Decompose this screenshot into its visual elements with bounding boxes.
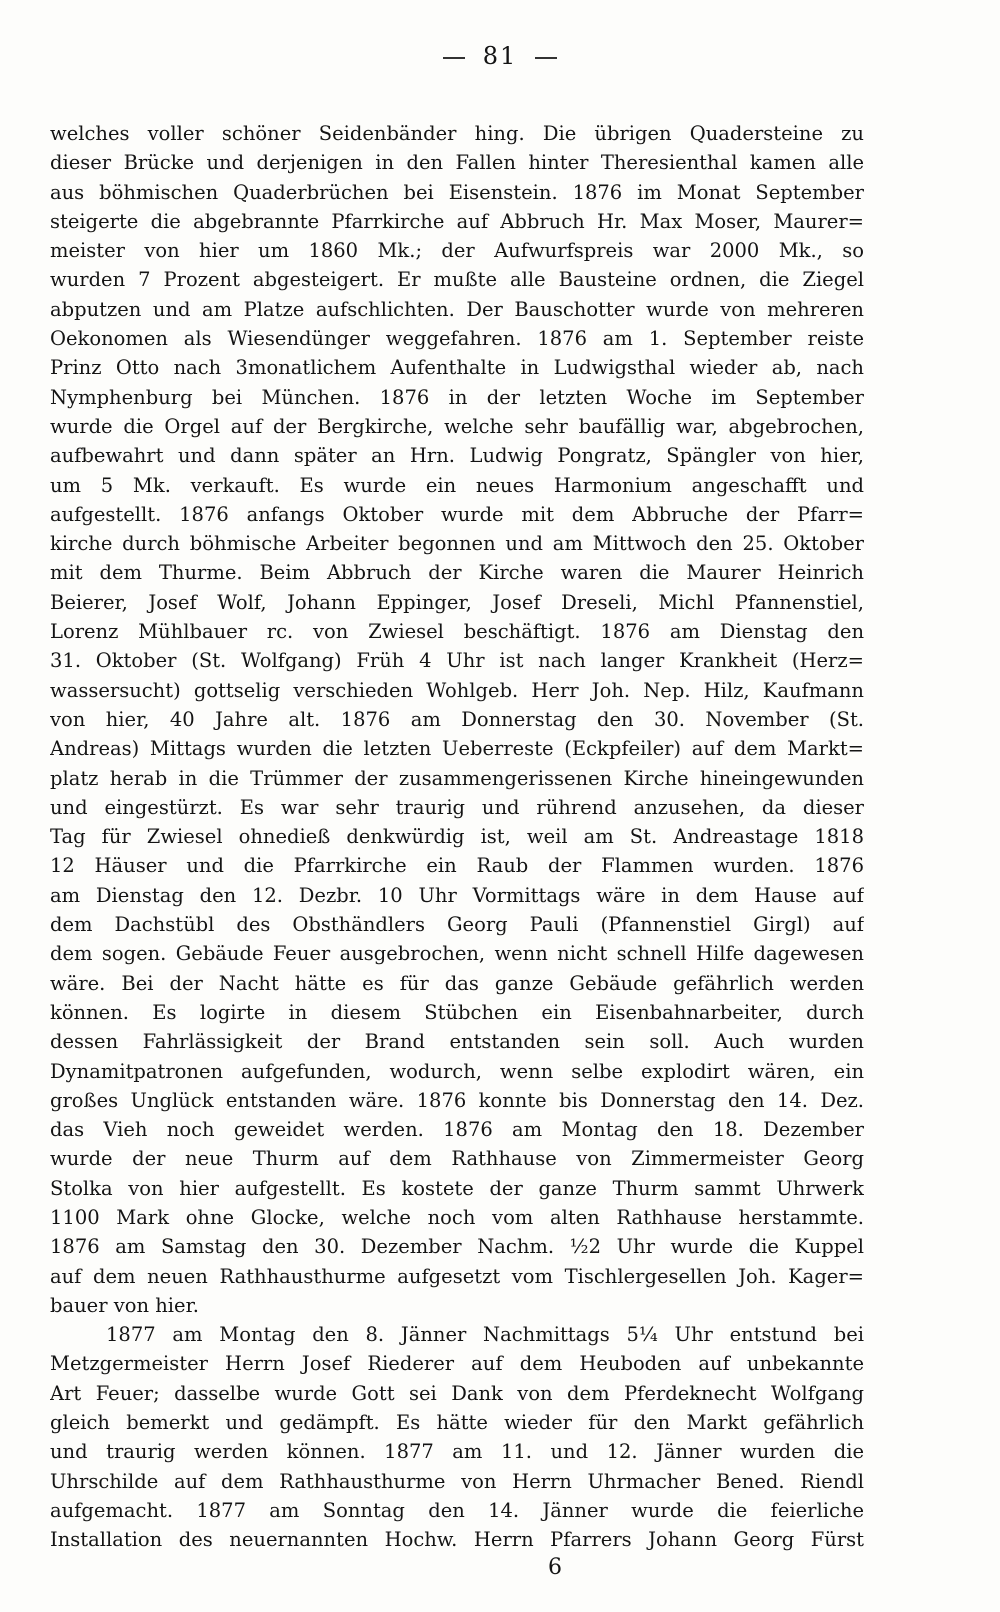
text-line: wurden 7 Prozent abgesteigert. Er mußte alle Bausteine ordnen, die Ziegel: [50, 268, 864, 292]
paragraph-start-line: 1877 am Montag den 8. Jänner Nachmittags 5¼ Uhr entstund bei: [106, 1323, 864, 1347]
text-line: können. Es logirte in diesem Stübchen ein Eisenbahnarbeiter, durch: [50, 1000, 864, 1024]
text-line: wurde die Orgel auf der Bergkirche, welche sehr baufällig war, abgebrochen,: [50, 414, 864, 438]
page-header: [0, 42, 1000, 70]
text-line: wäre. Bei der Nacht hätte es für das ganze Gebäude gefährlich werden: [50, 971, 864, 995]
text-line: auf dem neuen Rathhausthurme aufgesetzt vom Tischlergesellen Joh. Kager=: [50, 1264, 864, 1288]
text-line: Beierer, Josef Wolf, Johann Eppinger, Josef Dreseli, Michl Pfannenstiel,: [50, 590, 864, 614]
text-line: Prinz Otto nach 3monatlichem Aufenthalte in Ludwigsthal wieder ab, nach: [50, 356, 864, 380]
text-line: meister von hier um 1860 Mk.; der Aufwurfspreis war 2000 Mk., so: [50, 239, 864, 263]
text-line: mit dem Thurme. Beim Abbruch der Kirche waren die Maurer Heinrich: [50, 561, 864, 585]
text-line: dem Dachstübl des Obsthändlers Georg Pauli (Pfannenstiel Girgl) auf: [50, 913, 864, 937]
text-line: und traurig werden können. 1877 am 11. und 12. Jänner wurden die: [50, 1440, 864, 1464]
body-text: [50, 119, 864, 1555]
text-line: abputzen und am Platze aufschlichten. Der Bauschotter wurde von mehreren: [50, 297, 864, 321]
text-line: wassersucht) gottselig verschieden Wohlgeb. Herr Joh. Nep. Hilz, Kaufmann: [50, 678, 864, 702]
text-line: um 5 Mk. verkauft. Es wurde ein neues Harmonium angeschafft und: [50, 473, 864, 497]
text-line: Installation des neuernannten Hochw. Herrn Pfarrers Johann Georg Fürst: [50, 1528, 864, 1552]
text-line: aufgemacht. 1877 am Sonntag den 14. Jänner wurde die feierliche: [50, 1498, 864, 1522]
text-line: Oekonomen als Wiesendünger weggefahren. 1876 am 1. September reiste: [50, 327, 864, 351]
text-line: Lorenz Mühlbauer rc. von Zwiesel beschäftigt. 1876 am Dienstag den: [50, 620, 864, 644]
text-line: 12 Häuser und die Pfarrkirche ein Raub der Flammen wurden. 1876: [50, 854, 864, 878]
text-line: am Dienstag den 12. Dezbr. 10 Uhr Vormittags wäre in dem Hause auf: [50, 883, 864, 907]
text-line: Uhrschilde auf dem Rathhausthurme von Herrn Uhrmacher Bened. Riendl: [50, 1469, 864, 1493]
text-line: 31. Oktober (St. Wolfgang) Früh 4 Uhr ist nach langer Krankheit (Herz=: [50, 649, 864, 673]
text-line: wurde der neue Thurm auf dem Rathhause von Zimmermeister Georg: [50, 1147, 864, 1171]
text-line: aufbewahrt und dann später an Hrn. Ludwig Pongratz, Spängler von hier,: [50, 444, 864, 468]
text-line: gleich bemerkt und gedämpft. Es hätte wieder für den Markt gefährlich: [50, 1411, 864, 1435]
text-line: großes Unglück entstanden wäre. 1876 konnte bis Donnerstag den 14. Dez.: [50, 1088, 864, 1112]
text-line: Art Feuer; dasselbe wurde Gott sei Dank von dem Pferdeknecht Wolfgang: [50, 1381, 864, 1405]
text-line: Stolka von hier aufgestellt. Es kostete der ganze Thurm sammt Uhrwerk: [50, 1176, 864, 1200]
text-line: Nymphenburg bei München. 1876 in der letzten Woche im September: [50, 385, 864, 409]
text-line: kirche durch böhmische Arbeiter begonnen und am Mittwoch den 25. Oktober: [50, 532, 864, 556]
page-number: 81: [482, 42, 518, 70]
text-line: 1100 Mark ohne Glocke, welche noch vom alten Rathhause herstammte.: [50, 1205, 864, 1229]
text-line: Dynamitpatronen aufgefunden, wodurch, wenn selbe explodirt wären, ein: [50, 1059, 864, 1083]
header-dash-right: [535, 57, 557, 59]
text-line: aus böhmischen Quaderbrüchen bei Eisenstein. 1876 im Monat September: [50, 180, 864, 204]
text-line: Metzgermeister Herrn Josef Riederer auf dem Heuboden auf unbekannte: [50, 1352, 864, 1376]
paragraph-end-line: bauer von hier.: [50, 1293, 199, 1317]
text-line: dessen Fahrlässigkeit der Brand entstanden sein soll. Auch wurden: [50, 1030, 864, 1054]
text-line: und eingestürzt. Es war sehr traurig und rührend anzusehen, da dieser: [50, 795, 864, 819]
text-line: Andreas) Mittags wurden die letzten Ueberreste (Eckpfeiler) auf dem Markt=: [50, 737, 864, 761]
text-line: aufgestellt. 1876 anfangs Oktober wurde mit dem Abbruche der Pfarr=: [50, 502, 864, 526]
text-line: Tag für Zwiesel ohnedieß denkwürdig ist, weil am St. Andreastage 1818: [50, 825, 864, 849]
text-line: das Vieh noch geweidet werden. 1876 am Montag den 18. Dezember: [50, 1118, 864, 1142]
signature-mark: 6: [548, 1555, 562, 1580]
text-line: dieser Brücke und derjenigen in den Fallen hinter Theresienthal kamen alle: [50, 151, 864, 175]
text-line: steigerte die abgebrannte Pfarrkirche auf Abbruch Hr. Max Moser, Maurer=: [50, 209, 864, 233]
header-dash-left: [443, 57, 465, 59]
text-line: platz herab in die Trümmer der zusammengerissenen Kirche hineingewunden: [50, 766, 864, 790]
text-line: welches voller schöner Seidenbänder hing. Die übrigen Quadersteine zu: [50, 122, 864, 145]
text-line: dem sogen. Gebäude Feuer ausgebrochen, wenn nicht schnell Hilfe dagewesen: [50, 942, 864, 966]
text-line: 1876 am Samstag den 30. Dezember Nachm. ½2 Uhr wurde die Kuppel: [50, 1235, 864, 1259]
text-line: von hier, 40 Jahre alt. 1876 am Donnerstag den 30. November (St.: [50, 707, 864, 731]
